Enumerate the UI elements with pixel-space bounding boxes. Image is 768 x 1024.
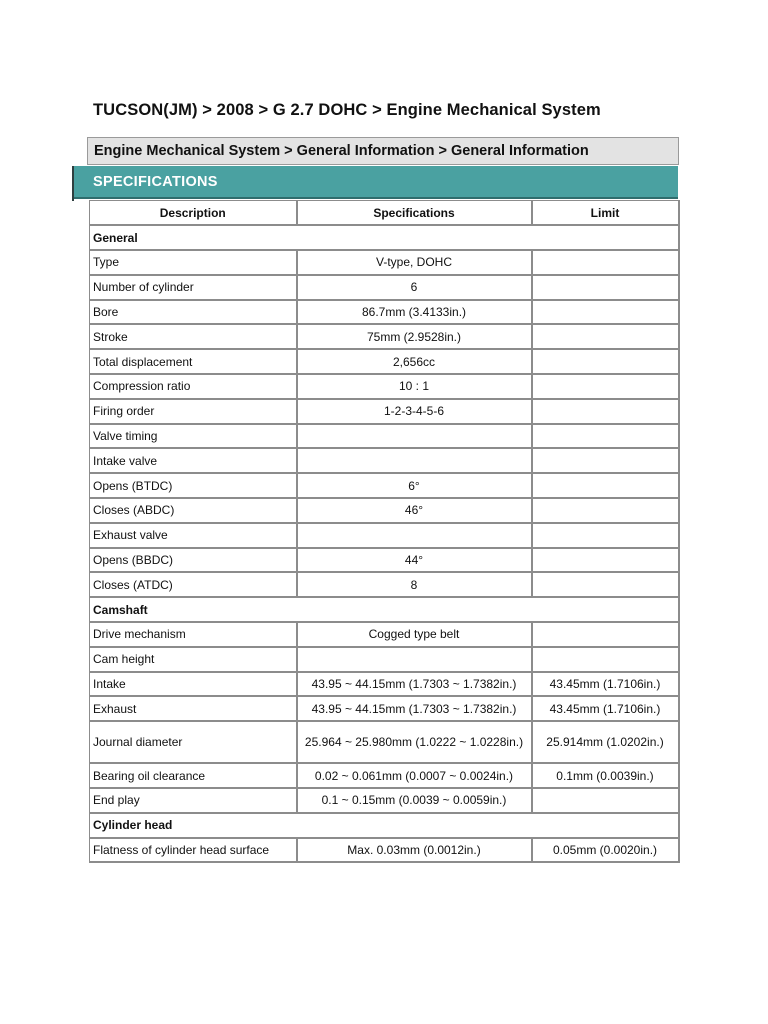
table-row [90, 838, 679, 863]
description-cell: Opens (BTDC) [90, 473, 297, 498]
table-section-row [90, 597, 679, 622]
column-header-specifications: Specifications [297, 201, 532, 226]
specification-cell: 6 [297, 275, 532, 300]
table-header-row [90, 201, 679, 226]
table-row [90, 250, 679, 275]
specification-cell: 46° [297, 498, 532, 523]
specification-cell: V-type, DOHC [297, 250, 532, 275]
description-cell: Exhaust [90, 696, 297, 721]
description-cell: Stroke [90, 324, 297, 349]
limit-cell [532, 498, 679, 523]
description-cell: Bore [90, 300, 297, 325]
section-label: Cylinder head [90, 813, 679, 838]
specification-cell [297, 523, 532, 548]
limit-cell [532, 622, 679, 647]
specifications-table [89, 200, 680, 863]
description-cell: Intake valve [90, 448, 297, 473]
description-cell: Compression ratio [90, 374, 297, 399]
section-header [72, 166, 678, 201]
table-section-row [90, 225, 679, 250]
table-row [90, 721, 679, 763]
limit-cell: 25.914mm (1.0202in.) [532, 721, 679, 763]
breadcrumb: Engine Mechanical System > General Information > General Information [87, 137, 679, 165]
table-row [90, 300, 679, 325]
page-title: TUCSON(JM) > 2008 > G 2.7 DOHC > Engine Mechanical System [93, 101, 601, 119]
table-row [90, 672, 679, 697]
description-cell: Journal diameter [90, 721, 297, 763]
specification-cell: 75mm (2.9528in.) [297, 324, 532, 349]
specification-cell: 6° [297, 473, 532, 498]
description-cell: Drive mechanism [90, 622, 297, 647]
column-header-limit: Limit [532, 201, 679, 226]
table-row [90, 498, 679, 523]
limit-cell [532, 788, 679, 813]
table-row [90, 572, 679, 597]
table-row [90, 548, 679, 573]
description-cell: Type [90, 250, 297, 275]
description-cell: Closes (ATDC) [90, 572, 297, 597]
table-row [90, 622, 679, 647]
table-row [90, 374, 679, 399]
limit-cell [532, 548, 679, 573]
description-cell: Number of cylinder [90, 275, 297, 300]
specification-cell: 0.02 ~ 0.061mm (0.0007 ~ 0.0024in.) [297, 763, 532, 788]
description-cell: Exhaust valve [90, 523, 297, 548]
section-label: General [90, 225, 679, 250]
table-row [90, 448, 679, 473]
description-cell: Flatness of cylinder head surface [90, 838, 297, 863]
limit-cell [532, 424, 679, 449]
limit-cell [532, 572, 679, 597]
limit-cell [532, 349, 679, 374]
specification-cell: 44° [297, 548, 532, 573]
limit-cell [532, 448, 679, 473]
limit-cell [532, 324, 679, 349]
description-cell: End play [90, 788, 297, 813]
limit-cell [532, 399, 679, 424]
description-cell: Closes (ABDC) [90, 498, 297, 523]
limit-cell: 0.05mm (0.0020in.) [532, 838, 679, 863]
table-row [90, 424, 679, 449]
section-label: Camshaft [90, 597, 679, 622]
table-row [90, 763, 679, 788]
description-cell: Bearing oil clearance [90, 763, 297, 788]
specification-cell: 2,656cc [297, 349, 532, 374]
specification-cell: 8 [297, 572, 532, 597]
limit-cell: 43.45mm (1.7106in.) [532, 672, 679, 697]
limit-cell [532, 374, 679, 399]
table-row [90, 647, 679, 672]
table-row [90, 399, 679, 424]
description-cell: Valve timing [90, 424, 297, 449]
specification-cell: Max. 0.03mm (0.0012in.) [297, 838, 532, 863]
specification-cell [297, 424, 532, 449]
specification-cell [297, 647, 532, 672]
description-cell: Total displacement [90, 349, 297, 374]
section-header-title: SPECIFICATIONS [74, 166, 678, 199]
specification-cell: 86.7mm (3.4133in.) [297, 300, 532, 325]
specification-cell: 1-2-3-4-5-6 [297, 399, 532, 424]
table-row [90, 473, 679, 498]
specification-cell: Cogged type belt [297, 622, 532, 647]
specification-cell: 10 : 1 [297, 374, 532, 399]
specification-cell: 43.95 ~ 44.15mm (1.7303 ~ 1.7382in.) [297, 672, 532, 697]
limit-cell: 43.45mm (1.7106in.) [532, 696, 679, 721]
specification-cell: 25.964 ~ 25.980mm (1.0222 ~ 1.0228in.) [297, 721, 532, 763]
table-row [90, 523, 679, 548]
description-cell: Opens (BBDC) [90, 548, 297, 573]
limit-cell: 0.1mm (0.0039in.) [532, 763, 679, 788]
table-row [90, 324, 679, 349]
limit-cell [532, 300, 679, 325]
table-body [90, 225, 679, 862]
description-cell: Intake [90, 672, 297, 697]
limit-cell [532, 473, 679, 498]
specification-cell: 0.1 ~ 0.15mm (0.0039 ~ 0.0059in.) [297, 788, 532, 813]
limit-cell [532, 523, 679, 548]
description-cell: Cam height [90, 647, 297, 672]
table-row [90, 349, 679, 374]
table-row [90, 275, 679, 300]
column-header-description: Description [90, 201, 297, 226]
table-row [90, 696, 679, 721]
limit-cell [532, 250, 679, 275]
description-cell: Firing order [90, 399, 297, 424]
limit-cell [532, 275, 679, 300]
limit-cell [532, 647, 679, 672]
specification-cell: 43.95 ~ 44.15mm (1.7303 ~ 1.7382in.) [297, 696, 532, 721]
table-section-row [90, 813, 679, 838]
specification-cell [297, 448, 532, 473]
table-row [90, 788, 679, 813]
